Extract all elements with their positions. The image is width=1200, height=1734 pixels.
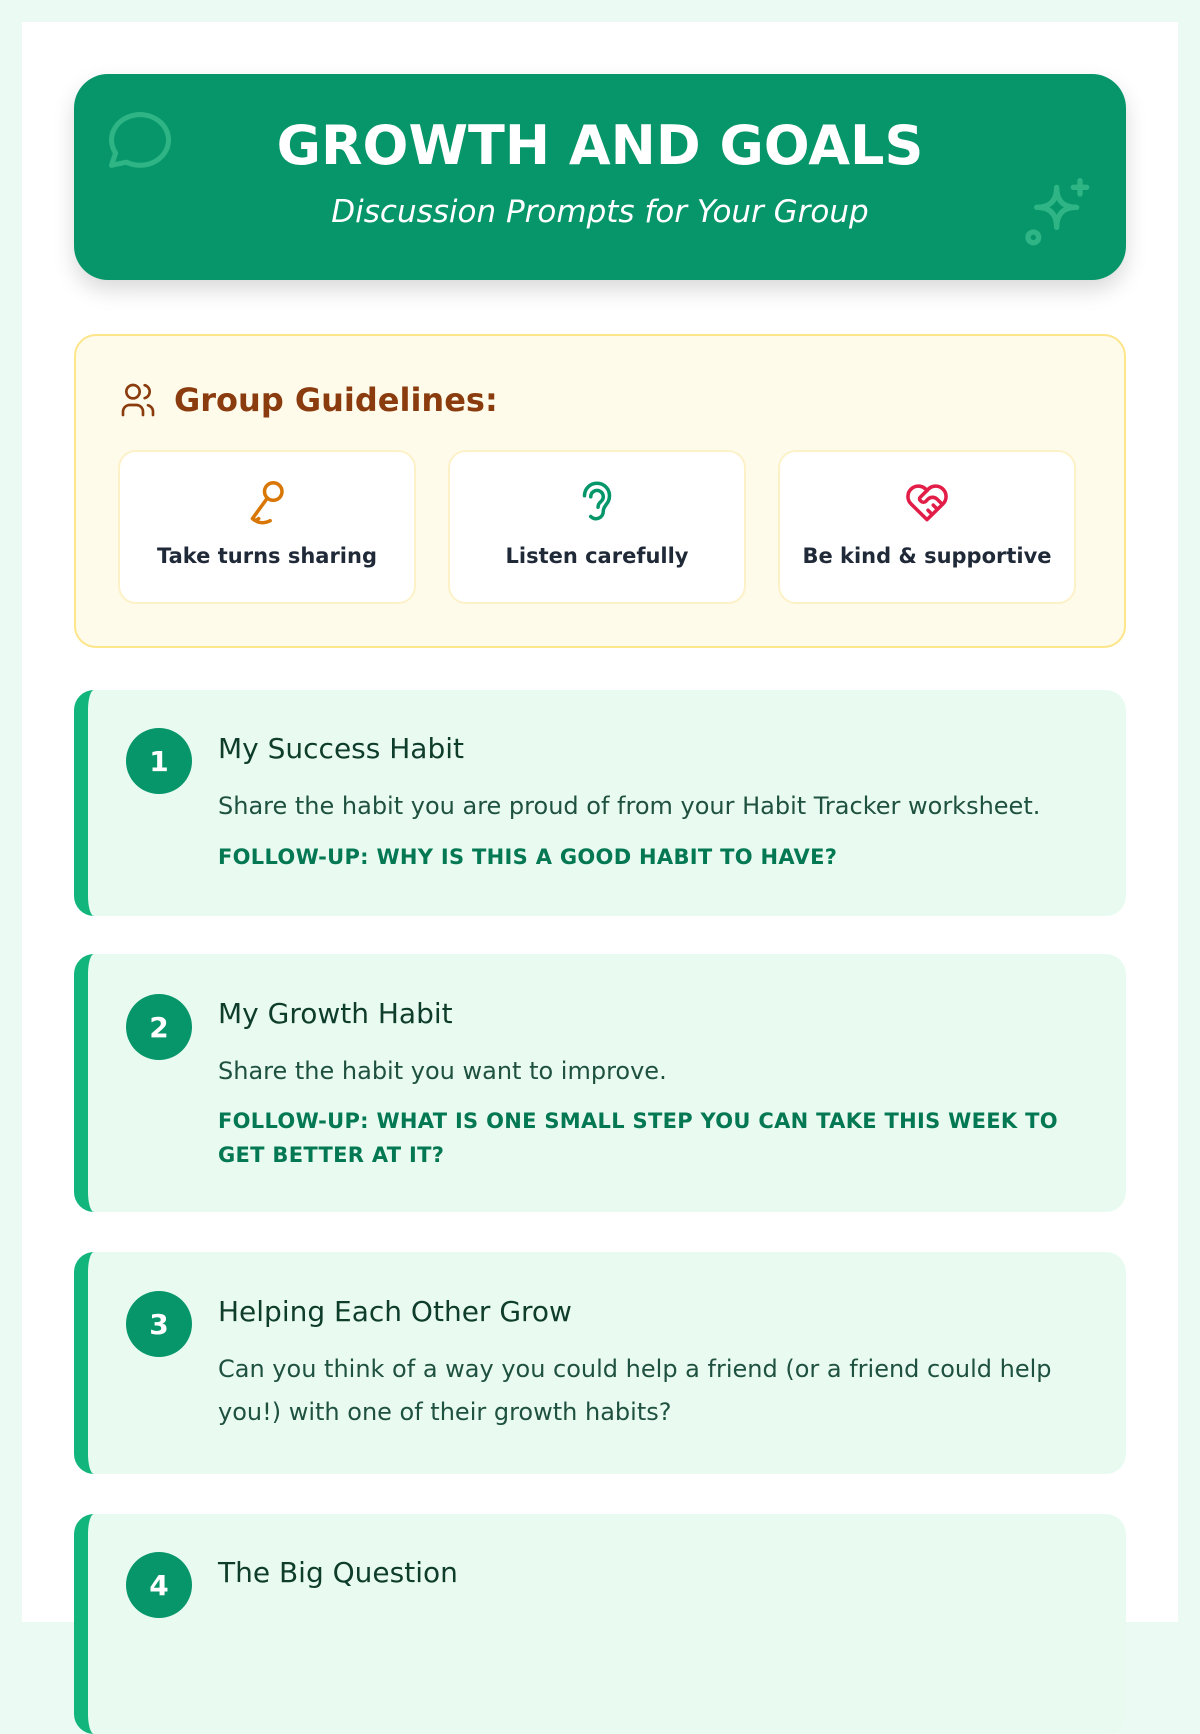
prompt-followup: FOLLOW-UP: WHY IS THIS A GOOD HABIT TO HAVE? xyxy=(218,845,838,869)
microphone-icon xyxy=(242,478,292,528)
prompt-followup: FOLLOW-UP: WHAT IS ONE SMALL STEP YOU CAN TAKE THIS WEEK TO GET BETTER AT IT? xyxy=(218,1109,1058,1167)
prompt-number-badge: 1 xyxy=(126,728,192,794)
page-title: GROWTH AND GOALS xyxy=(276,114,924,177)
guideline-listen xyxy=(448,450,746,604)
prompt-number-badge: 2 xyxy=(126,994,192,1060)
prompt-body: Can you think of a way you could help a friend (or a friend could help you!) with one of their growth habits? xyxy=(218,1355,1052,1426)
prompt-title: My Success Habit xyxy=(218,732,464,765)
guideline-label: Take turns sharing xyxy=(156,544,377,568)
prompt-number-badge: 4 xyxy=(126,1552,192,1618)
ear-icon xyxy=(572,478,622,528)
guideline-label: Be kind & supportive xyxy=(802,544,1052,568)
prompt-body: Share the habit you want to improve. xyxy=(218,1057,667,1085)
group-guidelines-panel xyxy=(74,334,1126,648)
prompt-card-2 xyxy=(74,954,1126,1212)
users-icon xyxy=(118,380,158,420)
page-subtitle: Discussion Prompts for Your Group xyxy=(331,194,869,230)
guideline-take-turns xyxy=(118,450,416,604)
prompt-title: My Growth Habit xyxy=(218,997,453,1030)
prompt-title: Helping Each Other Grow xyxy=(218,1295,572,1328)
worksheet-page xyxy=(22,22,1178,1622)
guidelines-header xyxy=(118,380,498,420)
prompt-card-1 xyxy=(74,690,1126,916)
prompt-body: Share the habit you are proud of from your Habit Tracker worksheet. xyxy=(218,792,1041,820)
guideline-be-kind xyxy=(778,450,1076,604)
guidelines-title: Group Guidelines: xyxy=(174,381,498,419)
prompt-number-badge: 3 xyxy=(126,1291,192,1357)
guideline-label: Listen carefully xyxy=(505,544,689,568)
heart-handshake-icon xyxy=(902,478,952,528)
prompt-card-3 xyxy=(74,1252,1126,1474)
header-banner xyxy=(74,74,1126,280)
prompt-title: The Big Question xyxy=(218,1556,458,1589)
sparkle-icon xyxy=(1020,174,1100,254)
prompt-card-4 xyxy=(74,1514,1126,1734)
